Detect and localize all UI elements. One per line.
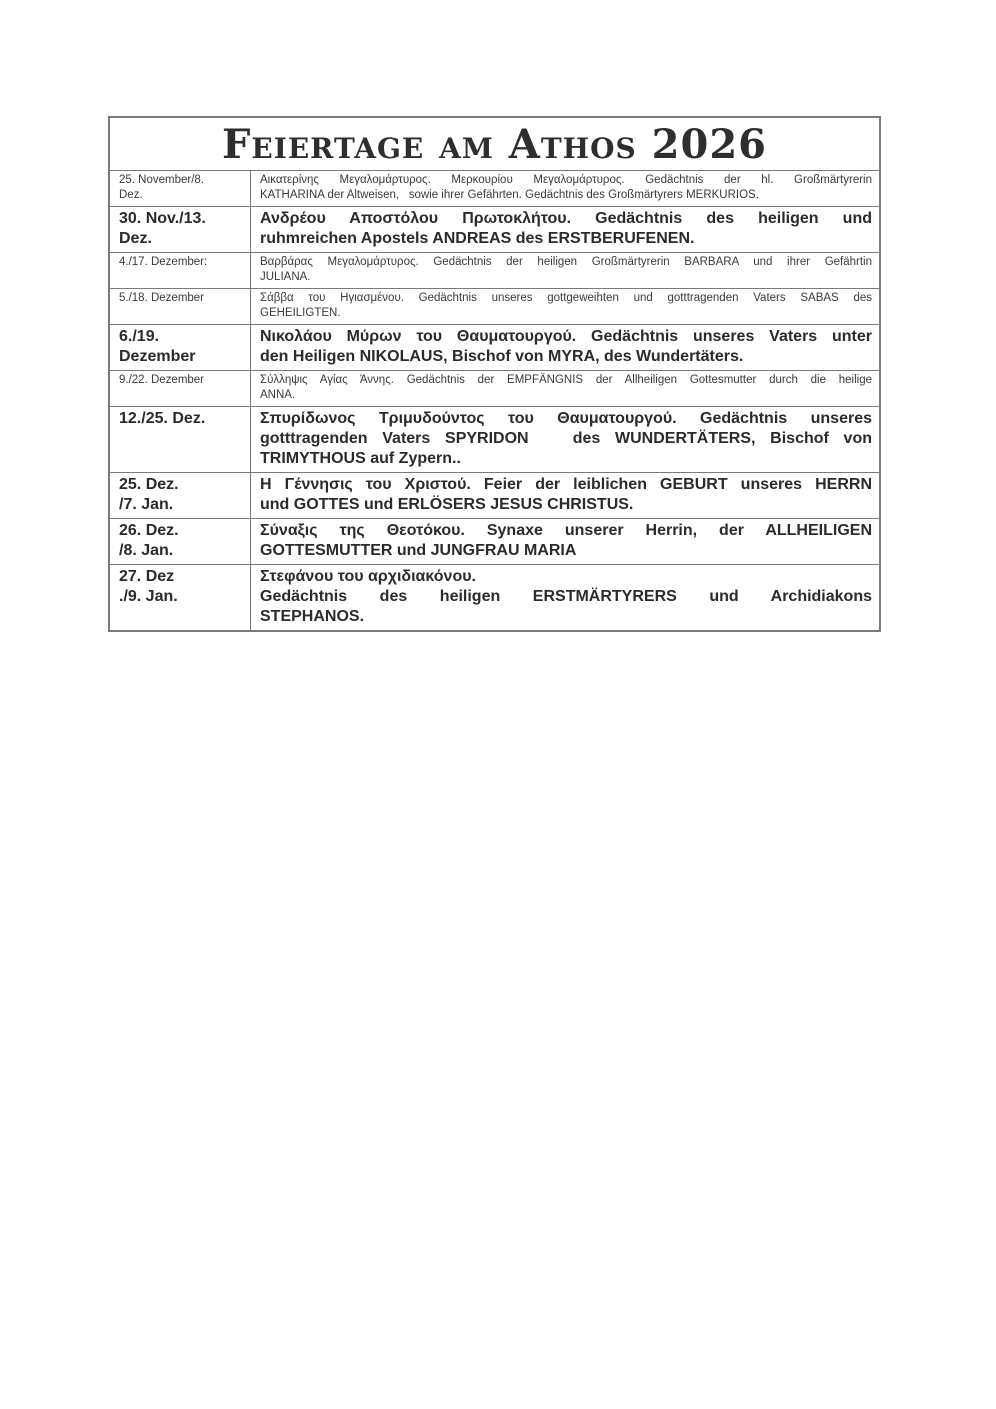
table-row <box>110 564 879 630</box>
description-line: den Heiligen NIKOLAUS, Bischof von MYRA, des Wundertäters. <box>260 348 744 365</box>
date-line: Dezember <box>119 348 196 365</box>
date-cell <box>110 519 250 564</box>
date-cell <box>110 289 250 324</box>
table-row <box>110 518 879 564</box>
description-line: Σύλληψις Αγίας Άννης. Gedächtnis der EMPFÄNGNIS der Allheiligen Gottesmutter durch die heilige <box>260 374 872 386</box>
table-row <box>110 170 879 206</box>
description-line: GOTTESMUTTER und JUNGFRAU MARIA <box>260 542 577 559</box>
description-cell <box>250 473 879 518</box>
description-line: Ανδρέου Αποστόλου Πρωτοκλήτου. Gedächtnis des heiligen und <box>260 210 872 227</box>
date-line: /8. Jan. <box>119 542 174 559</box>
table-title-row <box>110 118 879 170</box>
description-cell <box>250 325 879 370</box>
date-cell <box>110 207 250 252</box>
description-cell <box>250 407 879 472</box>
page-title: Feiertage am Athos 2026 <box>221 120 767 168</box>
description-line: Gedächtnis des heiligen ERSTMÄRTYRERS und Archidiakons <box>260 588 872 605</box>
description-line: Στεφάνου του αρχιδιακόνου. <box>260 568 476 585</box>
description-line: ruhmreichen Apostels ANDREAS des ERSTBERUFENEN. <box>260 230 695 247</box>
description-line: STEPHANOS. <box>260 608 365 625</box>
date-cell <box>110 325 250 370</box>
table-row <box>110 252 879 288</box>
description-line: JULIANA. <box>260 271 311 283</box>
description-cell <box>250 171 879 206</box>
date-line: 25. November/8. <box>119 174 205 186</box>
description-line: Νικολάου Μύρων του Θαυματουργού. Gedächtnis unseres Vaters unter <box>260 328 872 345</box>
date-line: 5./18. Dezember <box>119 292 205 304</box>
description-line: Σάββα του Ηγιασμένου. Gedächtnis unseres gottgeweihten und gotttragenden Vaters SABAS des <box>260 292 872 304</box>
table-row <box>110 472 879 518</box>
description-cell <box>250 289 879 324</box>
date-line: 26. Dez. <box>119 522 179 539</box>
table-row <box>110 406 879 472</box>
date-cell <box>110 565 250 630</box>
table-row <box>110 288 879 324</box>
date-cell <box>110 171 250 206</box>
date-line: 25. Dez. <box>119 476 179 493</box>
description-line: KATHARINA der Altweisen, sowie ihrer Gefährten. Gedächtnis des Großmärtyrers MERKURIOS. <box>260 189 759 201</box>
description-line: Η Γέννησις του Χριστού. Feier der leiblichen GEBURT unseres HERRN <box>260 476 872 493</box>
description-line: TRIMYTHOUS auf Zypern.. <box>260 450 461 467</box>
description-cell <box>250 565 879 630</box>
date-line: 9./22. Dezember <box>119 374 205 386</box>
date-cell <box>110 473 250 518</box>
description-line: Αικατερίνης Μεγαλομάρτυρος. Μερκουρίου Μεγαλομάρτυρος. Gedächtnis der hl. Großmärtyrerin <box>260 174 872 186</box>
date-line: 27. Dez <box>119 568 175 585</box>
date-cell <box>110 371 250 406</box>
date-line: 30. Nov./13. <box>119 210 206 227</box>
description-line: Σπυρίδωνος Τριμυδούντος του Θαυματουργού. Gedächtnis unseres <box>260 410 872 427</box>
table-row <box>110 370 879 406</box>
date-line: Dez. <box>119 230 152 247</box>
date-line: /7. Jan. <box>119 496 174 513</box>
date-cell <box>110 253 250 288</box>
description-cell <box>250 371 879 406</box>
date-line: ./9. Jan. <box>119 588 178 605</box>
description-line: GEHEILIGTEN. <box>260 307 341 319</box>
description-line: Βαρβάρας Μεγαλομάρτυρος. Gedächtnis der heiligen Großmärtyrerin BARBARA und ihrer Gefährtin <box>260 256 872 268</box>
description-line: Σύναξις της Θεοτόκου. Synaxe unserer Herrin, der ALLHEILIGEN <box>260 522 872 539</box>
description-line: ANNA. <box>260 389 296 401</box>
description-cell <box>250 519 879 564</box>
table-row <box>110 206 879 252</box>
feast-table <box>108 116 881 632</box>
table-row <box>110 324 879 370</box>
description-line: und GOTTES und ERLÖSERS JESUS CHRISTUS. <box>260 496 634 513</box>
date-line: 4./17. Dezember: <box>119 256 208 268</box>
date-cell <box>110 407 250 472</box>
description-line: gotttragenden Vaters SPYRIDON des WUNDERTÄTERS, Bischof von <box>260 430 872 447</box>
date-line: 6./19. <box>119 328 160 345</box>
date-line: Dez. <box>119 189 143 201</box>
description-cell <box>250 253 879 288</box>
table-rows <box>110 170 879 630</box>
date-line: 12./25. Dez. <box>119 410 206 427</box>
description-cell <box>250 207 879 252</box>
